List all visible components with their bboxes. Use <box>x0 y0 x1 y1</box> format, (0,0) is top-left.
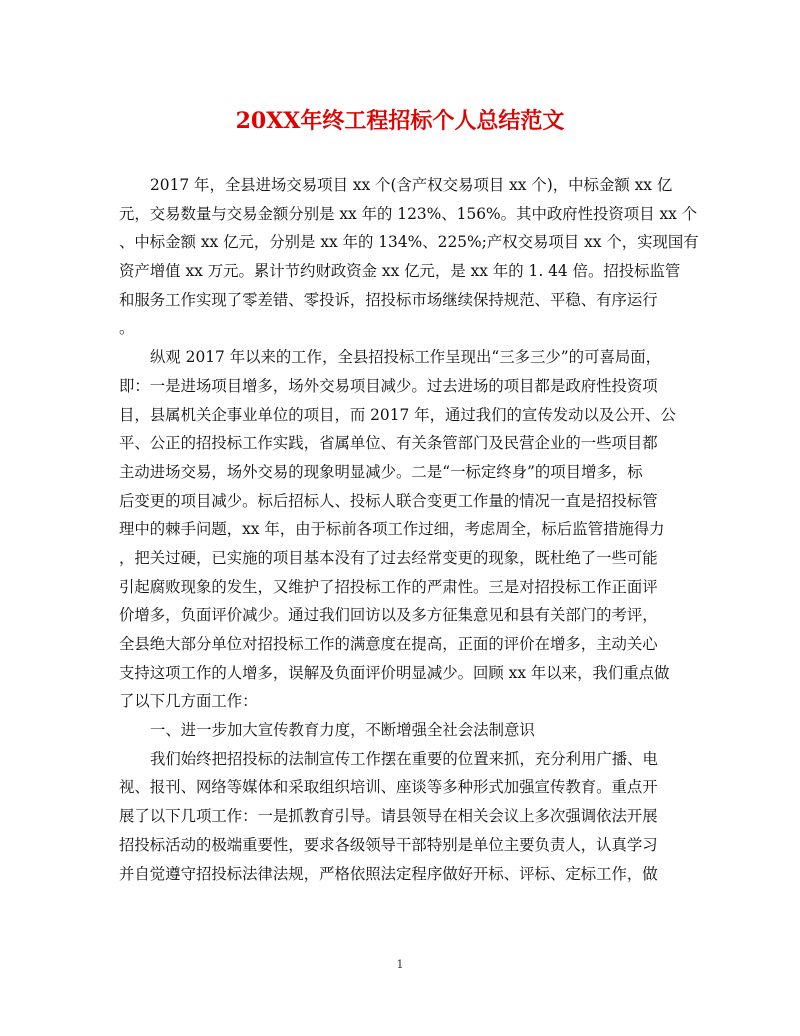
paragraph-line: 理中的棘手问题，xx 年，由于标前各项工作过细，考虑周全，标后监管措施得力 <box>119 520 665 539</box>
paragraph-line: 后变更的项目减少。标后招标人、投标人联合变更工作量的情况一直是招投标管 <box>119 491 658 510</box>
paragraph-line: 视、报刊、网络等媒体和采取组织培训、座谈等多种形式加强宣传教育。重点开 <box>119 778 658 797</box>
paragraph-line: 2017 年，全县进场交易项目 xx 个(含产权交易项目 xx 个)，中标金额 xx 亿 <box>150 176 673 194</box>
paragraph-line: 主动进场交易，场外交易的现象明显减少。二是“一标定终身”的项目增多，标 <box>119 462 643 481</box>
paragraph-line: 全县绝大部分单位对招投标工作的满意度在提高，正面的评价在增多，主动关心 <box>119 635 658 653</box>
paragraph-line: 。 <box>119 319 135 338</box>
paragraph-line: 招投标活动的极端重要性，要求各级领导干部特别是单位主要负责人，认真学习 <box>119 835 658 854</box>
paragraph-line: 平、公正的招投标工作实践，省属单位、有关条管部门及民营企业的一些项目都 <box>119 434 658 453</box>
paragraph-line: 引起腐败现象的发生，又维护了招投标工作的严肃性。三是对招投标工作正面评 <box>119 577 658 596</box>
paragraph-line: 支持这项工作的人增多，误解及负面评价明显减少。回顾 xx 年以来，我们重点做 <box>119 663 670 682</box>
paragraph-line: 价增多，负面评价减少。通过我们回访以及多方征集意见和县有关部门的考评， <box>119 606 658 625</box>
document-title: 20XX年终工程招标个人总结范文 <box>235 108 565 134</box>
paragraph-line: 和服务工作实现了零差错、零投诉，招投标市场继续保持规范、平稳、有序运行 <box>119 290 658 309</box>
paragraph-line: 、中标金额 xx 亿元，分别是 xx 年的 134%、225%;产权交易项目 xx 个，实现国有 <box>119 233 699 252</box>
paragraph-line: ，把关过硬，已实施的项目基本没有了过去经常变更的现象，既杜绝了一些可能 <box>119 548 658 567</box>
paragraph-line: 了以下几方面工作： <box>119 692 258 711</box>
page-number: 1 <box>396 958 404 971</box>
paragraph-line: 并自觉遵守招投标法律法规，严格依照法定程序做好开标、评标、定标工作，做 <box>119 864 658 883</box>
document-body <box>119 171 699 888</box>
paragraph-line: 即：一是进场项目增多，场外交易项目减少。过去进场的项目都是政府性投资项 <box>119 376 658 395</box>
paragraph-line: 我们始终把招投标的法制宣传工作摆在重要的位置来抓，充分利用广播、电 <box>150 749 658 768</box>
paragraph-line: 元，交易数量与交易金额分别是 xx 年的 123%、156%。其中政府性投资项目 xx 个 <box>119 204 698 223</box>
paragraph-line: 展了以下几项工作：一是抓教育引导。请县领导在相关会议上多次强调依法开展 <box>119 807 658 826</box>
paragraph-line: 目，县属机关企事业单位的项目，而 2017 年，通过我们的宣传发动以及公开、公 <box>119 405 676 424</box>
paragraph-line: 纵观 2017 年以来的工作，全县招投标工作呈现出“三多三少”的可喜局面， <box>150 348 662 367</box>
paragraph-line: 资产增值 xx 万元。累计节约财政资金 xx 亿元，是 xx 年的 1. 44 倍。招投标监管 <box>119 262 681 281</box>
section-heading: 一、进一步加大宣传教育力度，不断增强全社会法制意识 <box>150 721 535 740</box>
